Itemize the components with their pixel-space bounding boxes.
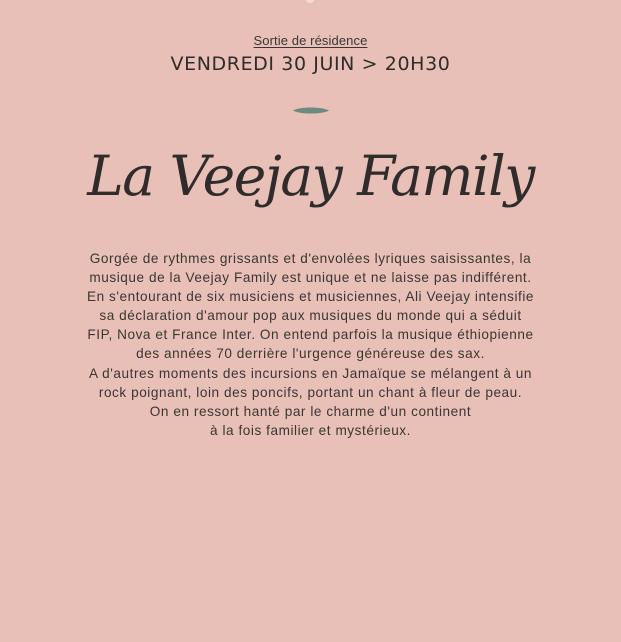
- description-line: des années 70 derrière l'urgence généreuse des sax.: [136, 346, 485, 362]
- description-line: On en ressort hanté par le charme d'un continent: [149, 403, 472, 419]
- event-date: VENDREDI 30 JUIN > 20H30: [170, 53, 451, 75]
- description-line: A d'autres moments des incursions en Jamaïque se mélangent à un: [88, 365, 533, 381]
- event-description: [30, 249, 591, 440]
- description-line: sa déclaration d'amour pop aux musiques du monde qui a séduit: [99, 308, 522, 324]
- description-line: à la fois familier et mystérieux.: [210, 422, 411, 438]
- event-label: Sortie de résidence: [253, 33, 368, 48]
- event-title: La Veejay Family: [87, 144, 534, 208]
- description-line: musique de la Veejay Family est unique et ne laisse pas indifférent.: [89, 270, 532, 286]
- description-line: Gorgée de rythmes grissants et d'envolées lyriques saisissantes, la: [89, 251, 532, 266]
- description-line: En s'entourant de six musiciens et musiciennes, Ali Veejay intensifie: [86, 289, 535, 305]
- description-line: FIP, Nova et France Inter. On entend parfois la musique éthiopienne: [87, 327, 534, 343]
- top-decoration: [306, 0, 314, 3]
- divider-shape: [293, 108, 329, 114]
- description-line: rock poignant, loin des poncifs, portant un chant à fleur de peau.: [98, 384, 523, 400]
- divider-ornament: [292, 106, 330, 115]
